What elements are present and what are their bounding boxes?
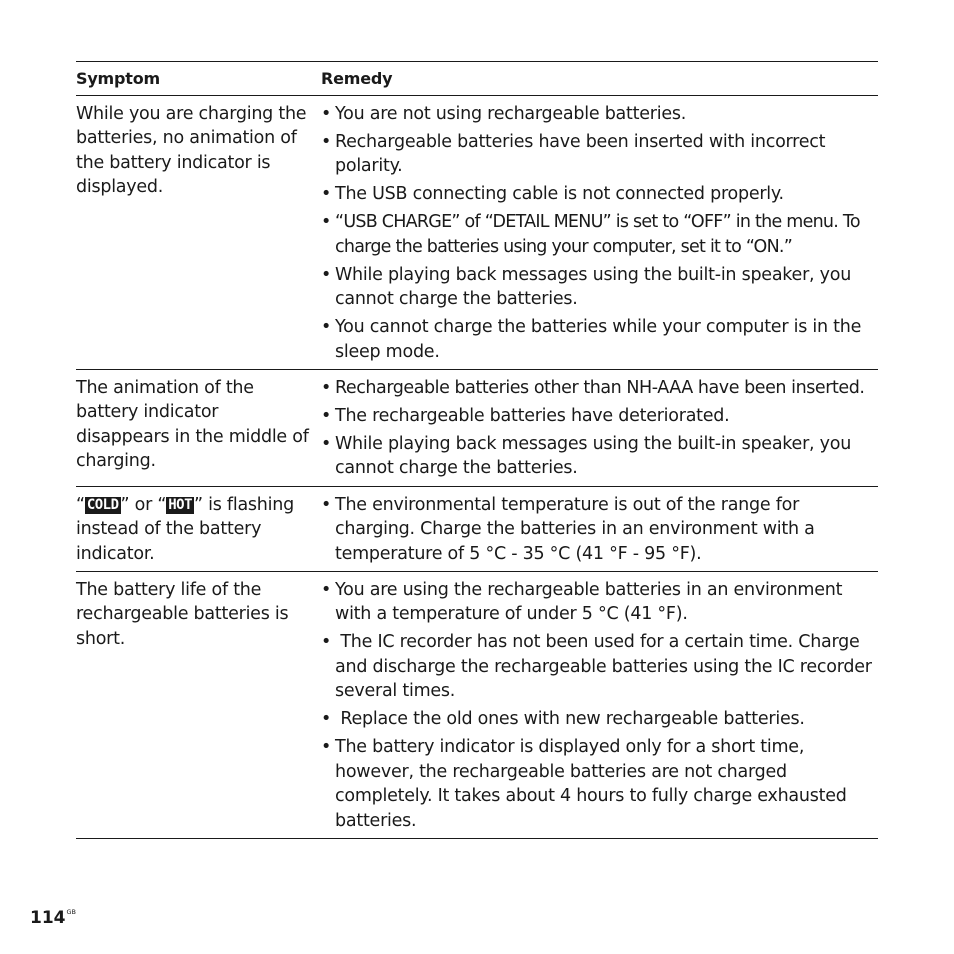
remedy-list: [321, 376, 878, 481]
remedy-text: While playing back messages using the built-in speaker, you cannot charge the batteries.: [335, 264, 852, 310]
remedy-item: [321, 578, 878, 627]
remedy-text: Replace the old ones with new rechargeable batteries.: [335, 709, 805, 730]
symptom-rest: ” is flashing instead of the battery indicator.: [76, 494, 294, 564]
bullet: •: [321, 494, 332, 515]
remedy-list: [321, 578, 878, 833]
page-number: [30, 908, 76, 928]
troubleshooting-table: [76, 61, 878, 839]
remedy-list: [321, 102, 878, 364]
bullet: •: [321, 264, 332, 285]
bullet: •: [321, 104, 332, 124]
remedy-cell: [321, 572, 878, 839]
cold-indicator-icon: COLD: [86, 496, 119, 513]
remedy-item: [321, 432, 878, 481]
remedy-cell: [321, 96, 878, 370]
table-header-row: [76, 62, 878, 96]
bullet: •: [321, 632, 332, 653]
quote-open: “: [76, 494, 85, 515]
remedy-item: [321, 376, 878, 400]
remedy-text: While playing back messages using the built-in speaker, you cannot charge the batteries.: [335, 434, 852, 479]
header-remedy: Remedy: [321, 62, 878, 96]
remedy-cell: [321, 486, 878, 571]
bullet: •: [321, 580, 332, 601]
symptom-cell: The battery life of the rechargeable batteries is short.: [76, 572, 321, 839]
symptom-cell: The animation of the battery indicator disappears in the middle of charging.: [76, 370, 321, 487]
remedy-item: [321, 182, 878, 206]
symptom-cell: [76, 486, 321, 571]
remedy-cell: [321, 370, 878, 487]
remedy-item: [321, 735, 878, 833]
quote-mid: ” or “: [120, 494, 167, 515]
bullet: •: [321, 184, 332, 205]
bullet: •: [321, 709, 332, 730]
table-row: [76, 96, 878, 370]
bullet: •: [321, 434, 332, 455]
bullet: •: [321, 737, 332, 758]
remedy-text: You are using the rechargeable batteries in an environment with a temperature of under 5 °C (41 °F).: [335, 580, 843, 625]
remedy-text: The USB connecting cable is not connected properly.: [335, 184, 784, 205]
remedy-text: “USB CHARGE” of “DETAIL MENU” is set to “OFF” in the menu. To charge the batteries using your computer, set it to “ON.”: [335, 212, 860, 257]
table-row: [76, 572, 878, 839]
remedy-text: The IC recorder has not been used for a certain time. Charge and discharge the rechargeable batteries using the IC recorder several times.: [335, 632, 877, 702]
bullet: •: [321, 212, 331, 233]
remedy-item: [321, 130, 878, 179]
hot-indicator-icon: HOT: [168, 496, 193, 513]
remedy-item: [321, 630, 878, 703]
remedy-list: [321, 493, 878, 566]
remedy-text: You are not using rechargeable batteries.: [335, 104, 687, 124]
page-number-value: 114: [30, 908, 66, 928]
header-symptom: Symptom: [76, 62, 321, 96]
remedy-item: [321, 263, 878, 312]
page-content: [76, 61, 878, 839]
remedy-item: [321, 210, 878, 259]
remedy-text: The environmental temperature is out of the range for charging. Charge the batteries in an environment with a temperature of 5 °C - 35 °C (41 °F - 95 °F).: [335, 494, 815, 564]
region-code: GB: [66, 908, 76, 916]
remedy-text: You cannot charge the batteries while your computer is in the sleep mode.: [335, 317, 862, 362]
bullet: •: [321, 132, 332, 152]
remedy-text: Rechargeable batteries other than NH-AAA have been inserted.: [335, 378, 865, 399]
remedy-item: [321, 315, 878, 364]
remedy-text: The rechargeable batteries have deteriorated.: [335, 406, 730, 427]
remedy-item: [321, 404, 878, 428]
bullet: •: [321, 406, 332, 427]
bullet: •: [321, 317, 332, 338]
remedy-text: The battery indicator is displayed only for a short time, however, the rechargeable batteries are not charged completely. It takes about 4 hours to fully charge exhausted batteries.: [335, 737, 847, 831]
remedy-item: [321, 102, 878, 126]
table-row: [76, 486, 878, 571]
remedy-item: [321, 493, 878, 566]
table-row: [76, 370, 878, 487]
remedy-item: [321, 707, 878, 731]
bullet: •: [321, 378, 331, 399]
symptom-cell: While you are charging the batteries, no animation of the battery indicator is displayed.: [76, 96, 321, 370]
remedy-text: Rechargeable batteries have been inserted with incorrect polarity.: [335, 132, 826, 177]
